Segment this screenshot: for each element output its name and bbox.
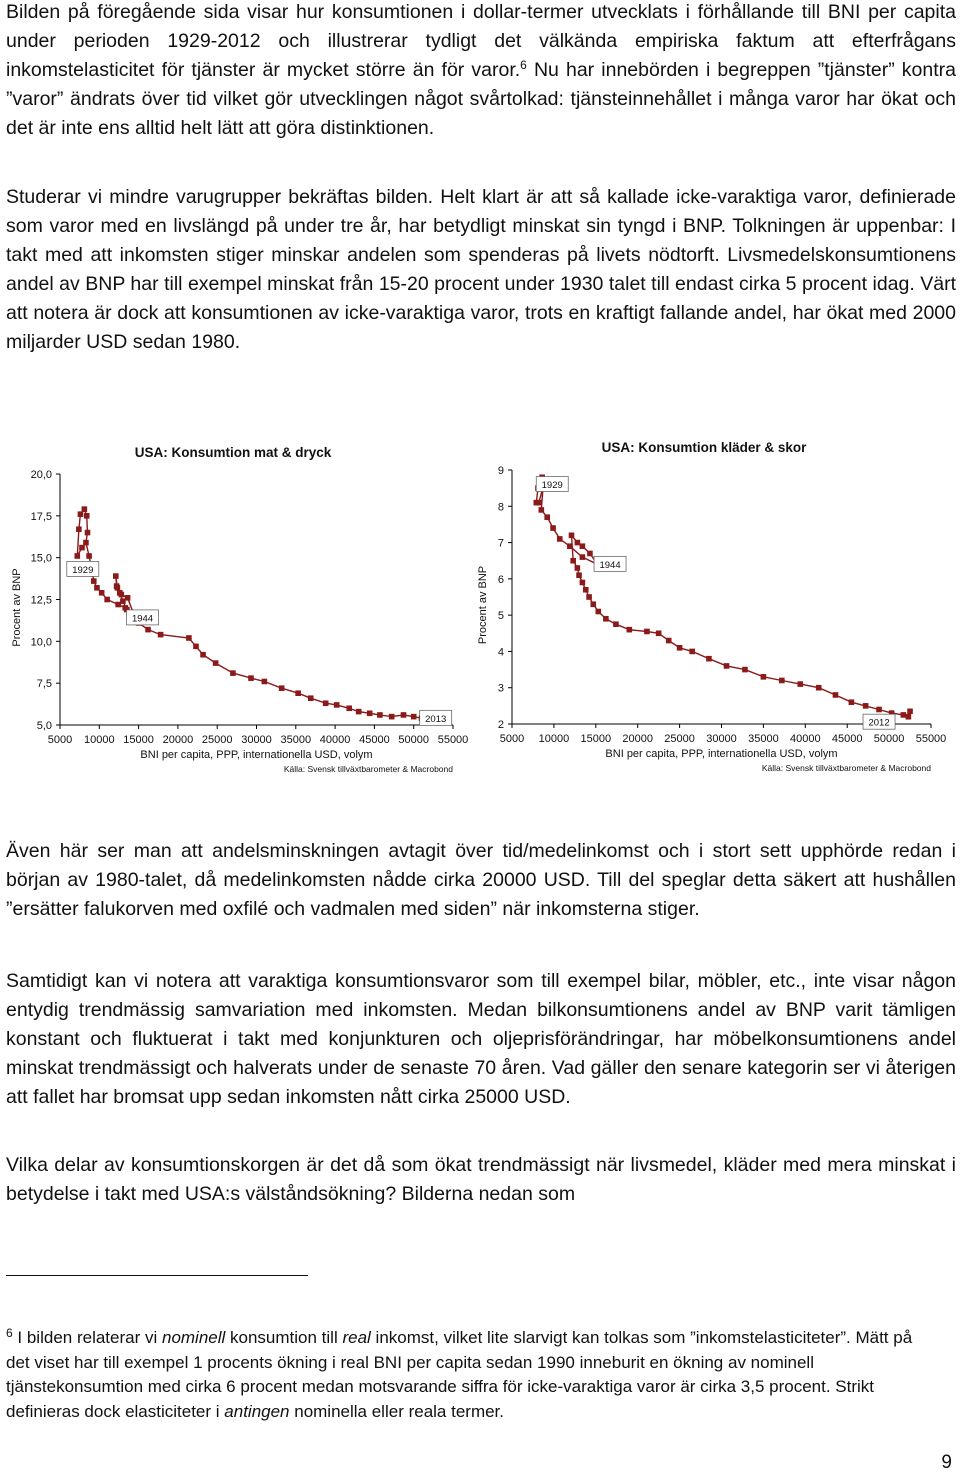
page-number: 9 <box>941 1452 952 1473</box>
data-point <box>797 681 803 687</box>
x-tick-label: 45000 <box>359 734 390 746</box>
data-point <box>213 660 219 666</box>
annotation-label: 1929 <box>541 480 563 492</box>
data-point <box>666 638 672 644</box>
source-label: Källa: Svensk tillväxtbarometer & Macrobond <box>761 763 931 773</box>
annotation-label: 2012 <box>868 717 890 729</box>
y-axis-label: Procent av BNP <box>477 565 489 645</box>
chart-title: USA: Konsumtion mat & dryck <box>134 445 332 460</box>
data-point <box>78 511 84 517</box>
data-point <box>84 513 90 519</box>
paragraph-intro-text: Bilden på föregående sida visar hur konsumtionen i dollar-termer utvecklats i förhållande till BNI per capita under perioden 1929-2012 och illustrerar tydligt det välkända empiriska faktum att efterfrågans inkomstelasticitet för tjänster är mycket större än för varor. <box>6 1 956 81</box>
source-label: Källa: Svensk tillväxtbarometer & Macrobond <box>283 764 453 774</box>
data-point <box>644 629 650 635</box>
annotation-label: 1944 <box>131 613 154 625</box>
data-point <box>575 540 581 546</box>
data-point <box>356 709 362 715</box>
data-point <box>596 609 602 615</box>
footnote-text: konsumtion till <box>225 1328 343 1347</box>
x-tick-label: 20000 <box>622 733 653 745</box>
data-point <box>94 585 100 591</box>
x-tick-label: 45000 <box>831 733 863 745</box>
y-tick-label: 8 <box>497 501 504 514</box>
data-point <box>279 685 285 691</box>
data-point <box>779 678 785 684</box>
data-point <box>742 667 748 673</box>
data-point <box>580 580 586 586</box>
x-axis-label: BNI per capita, PPP, internationella USD, volym <box>605 748 838 760</box>
data-point <box>377 712 383 718</box>
paragraph-intro <box>6 0 956 143</box>
x-tick-label: 15000 <box>123 734 154 746</box>
data-point <box>248 675 254 681</box>
footnote-number: 6 <box>6 1326 13 1340</box>
y-tick-label: 6 <box>497 573 504 586</box>
data-point <box>158 632 164 638</box>
x-tick-label: 35000 <box>748 733 779 745</box>
data-point <box>833 692 839 698</box>
x-tick-label: 50000 <box>398 734 429 746</box>
data-point <box>295 690 301 696</box>
x-tick-label: 35000 <box>280 734 312 746</box>
y-tick-label: 10,0 <box>30 636 52 649</box>
paragraph-question: Vilka delar av konsumtionskorgen är det då som ökat trendmässigt när livsmedel, kläder med mera minskat i betydelse i takt med USA:s välståndsökning? Bilderna nedan som <box>6 1154 956 1205</box>
data-point <box>575 565 581 571</box>
data-point <box>586 594 592 600</box>
x-tick-label: 55000 <box>437 734 469 746</box>
chart-food-drink <box>0 430 470 782</box>
footnote-emphasis-nominal: nominell <box>161 1328 226 1347</box>
footnote-emphasis-either: antingen <box>224 1401 290 1421</box>
x-tick-label: 10000 <box>538 733 570 745</box>
data-point <box>346 705 352 711</box>
x-tick-label: 50000 <box>873 733 905 745</box>
data-point <box>550 525 556 531</box>
y-tick-label: 5 <box>497 610 504 623</box>
data-point <box>114 583 120 589</box>
y-tick-label: 4 <box>497 646 504 659</box>
annotation-label: 1944 <box>599 559 621 571</box>
data-point <box>74 553 80 559</box>
data-point <box>113 573 119 579</box>
x-tick-label: 40000 <box>790 733 821 745</box>
y-tick-label: 17,5 <box>30 510 52 523</box>
data-point <box>583 587 589 593</box>
data-point <box>230 670 236 676</box>
data-point <box>389 714 395 720</box>
x-tick-label: 5000 <box>47 734 73 746</box>
y-axis-label: Procent av BNP <box>11 568 23 647</box>
x-tick-label: 20000 <box>162 734 194 746</box>
data-point <box>557 536 563 542</box>
data-point <box>627 627 633 633</box>
data-point <box>76 526 82 532</box>
data-point <box>587 551 593 557</box>
y-tick-label: 7,5 <box>36 678 52 691</box>
x-tick-label: 5000 <box>499 733 525 745</box>
data-point <box>849 699 855 705</box>
data-point <box>91 578 97 584</box>
footnote-ref[interactable]: 6 <box>520 58 527 72</box>
x-tick-label: 25000 <box>664 733 695 745</box>
footnote <box>6 1326 932 1424</box>
x-tick-label: 40000 <box>319 734 351 746</box>
data-point <box>570 558 576 564</box>
data-point <box>724 663 730 669</box>
data-point <box>85 530 91 536</box>
data-point <box>544 514 550 520</box>
data-point <box>401 712 407 718</box>
y-tick-label: 9 <box>497 465 504 477</box>
data-point <box>816 685 822 691</box>
data-point <box>689 649 695 655</box>
y-tick-label: 12,5 <box>30 594 52 607</box>
data-point <box>411 714 417 720</box>
footnote-text: I bilden relaterar vi <box>12 1328 162 1347</box>
y-tick-label: 5,0 <box>36 720 52 732</box>
x-tick-label: 30000 <box>241 734 272 746</box>
chart-title: USA: Konsumtion kläder & skor <box>601 440 807 455</box>
paragraph-share-decline: Även här ser man att andelsminskningen avtagit över tid/medelinkomst och i stort sett upphörde redan i början av 1980-talet, då medelinkomsten nådde cirka 20000 USD. Till del speglar detta säkert att hushållen ”ersätter falukorven med oxfilé och vadmalen med siden” när inkomsterna stiger. <box>6 840 956 920</box>
series-line <box>536 477 910 716</box>
data-point <box>576 572 582 578</box>
data-point <box>863 703 869 709</box>
data-point <box>906 714 912 720</box>
data-point <box>536 500 542 506</box>
paragraph-durables: Samtidigt kan vi notera att varaktiga konsumtionsvaror som till exempel bilar, möbler, etc., inte visar någon entydig trendmässig samvariation med inkomsten. Medan bilkonsumtionens andel av BNP varit tämligen konstant och fluktuerat i takt med konjunkturen och oljeprisförändringar, har möbelkonsumtionens andel minskat trendmässigt och halverats under de senaste 70 åren. Vad gäller den senare kategorin ser vi återigen att fallet har bromsat upp sedan inkomsten nått cirka 25000 USD. <box>6 970 956 1108</box>
footnote-divider <box>6 1275 308 1276</box>
data-point <box>323 700 329 706</box>
data-point <box>761 674 767 680</box>
data-point <box>706 656 712 662</box>
data-point <box>145 627 151 633</box>
data-point <box>117 590 123 596</box>
data-point <box>603 616 609 622</box>
data-point <box>656 630 662 636</box>
paragraph-nondurables: Studerar vi mindre varugrupper bekräftas bilden. Helt klart är att så kallade icke-varaktiga varor, definierade som varor med en livslängd på under tre år, har betydligt minskat sin tyngd i BNP. Tolkningen är uppenbar: I takt med att inkomsten stiger minskar andelen som spenderas på livets nödtorft. Livsmedelskonsumtionens andel av BNP har till exempel minskat från 15-20 procent under 1930 talet till endast cirka 5 procent idag. Värt att notera är dock att konsumtionen av icke-varaktiga varor, trots en kraftigt fallande andel, har ökat med 2000 miljarder USD sedan 1980. <box>6 186 956 353</box>
y-tick-label: 3 <box>497 682 504 695</box>
paragraph-intro-text-cont: Nu har innebörden i begreppen ”tjänster” kontra ”varor” ändrats över tid vilket gör utvecklingen något svårtolkad: tjänsteinnehållet i många varor har ökat och det är inte ens alltid helt lätt att göra distinktionen. <box>6 59 957 139</box>
data-point <box>99 590 105 596</box>
annotation-label: 2013 <box>425 713 447 725</box>
data-point <box>82 506 88 512</box>
data-point <box>677 645 683 651</box>
data-point <box>308 695 314 701</box>
data-point <box>569 533 575 539</box>
data-point <box>907 709 913 715</box>
y-tick-label: 20,0 <box>30 469 52 481</box>
data-point <box>262 679 268 685</box>
y-tick-label: 2 <box>497 719 504 731</box>
data-point <box>613 621 619 627</box>
x-tick-label: 15000 <box>580 733 612 745</box>
x-axis-label: BNI per capita, PPP, internationella USD, volym <box>140 749 373 761</box>
data-point <box>200 652 206 658</box>
y-tick-label: 7 <box>497 537 504 550</box>
data-point <box>590 601 596 607</box>
data-point <box>876 707 882 713</box>
data-point <box>83 540 89 546</box>
data-point <box>580 543 586 549</box>
data-point <box>580 554 586 560</box>
x-tick-label: 30000 <box>706 733 737 745</box>
x-tick-label: 55000 <box>915 733 947 745</box>
data-point <box>334 702 340 708</box>
x-tick-label: 10000 <box>84 734 115 746</box>
y-tick-label: 15,0 <box>30 552 52 565</box>
data-point <box>86 553 92 559</box>
data-point <box>79 545 85 551</box>
data-point <box>120 598 126 604</box>
footnote-text: inkomst, vilket lite slarvigt kan tolkas som ”inkomstelasticiteter”. Mätt på det viset har till exempel 1 procents ökning i real BNI per capita sedan 1990 inneburit en ökning av nominell tjänstekonsumtion med cirka 6 procent medan motsvarande siffra för icke-varaktiga varor är cirka 3,5 procent. Strikt definieras dock elasticiteter i <box>6 1328 913 1421</box>
data-point <box>901 712 907 718</box>
data-point <box>104 597 110 603</box>
annotation-label: 1929 <box>72 564 94 576</box>
x-tick-label: 25000 <box>201 734 233 746</box>
footnote-text: nominella eller reala termer. <box>289 1401 504 1421</box>
data-point <box>193 644 199 650</box>
data-point <box>567 543 573 549</box>
chart-clothes-shoes <box>474 430 950 782</box>
data-point <box>539 507 545 513</box>
footnote-emphasis-real: real <box>342 1328 371 1347</box>
data-point <box>367 710 373 716</box>
data-point <box>186 635 192 641</box>
